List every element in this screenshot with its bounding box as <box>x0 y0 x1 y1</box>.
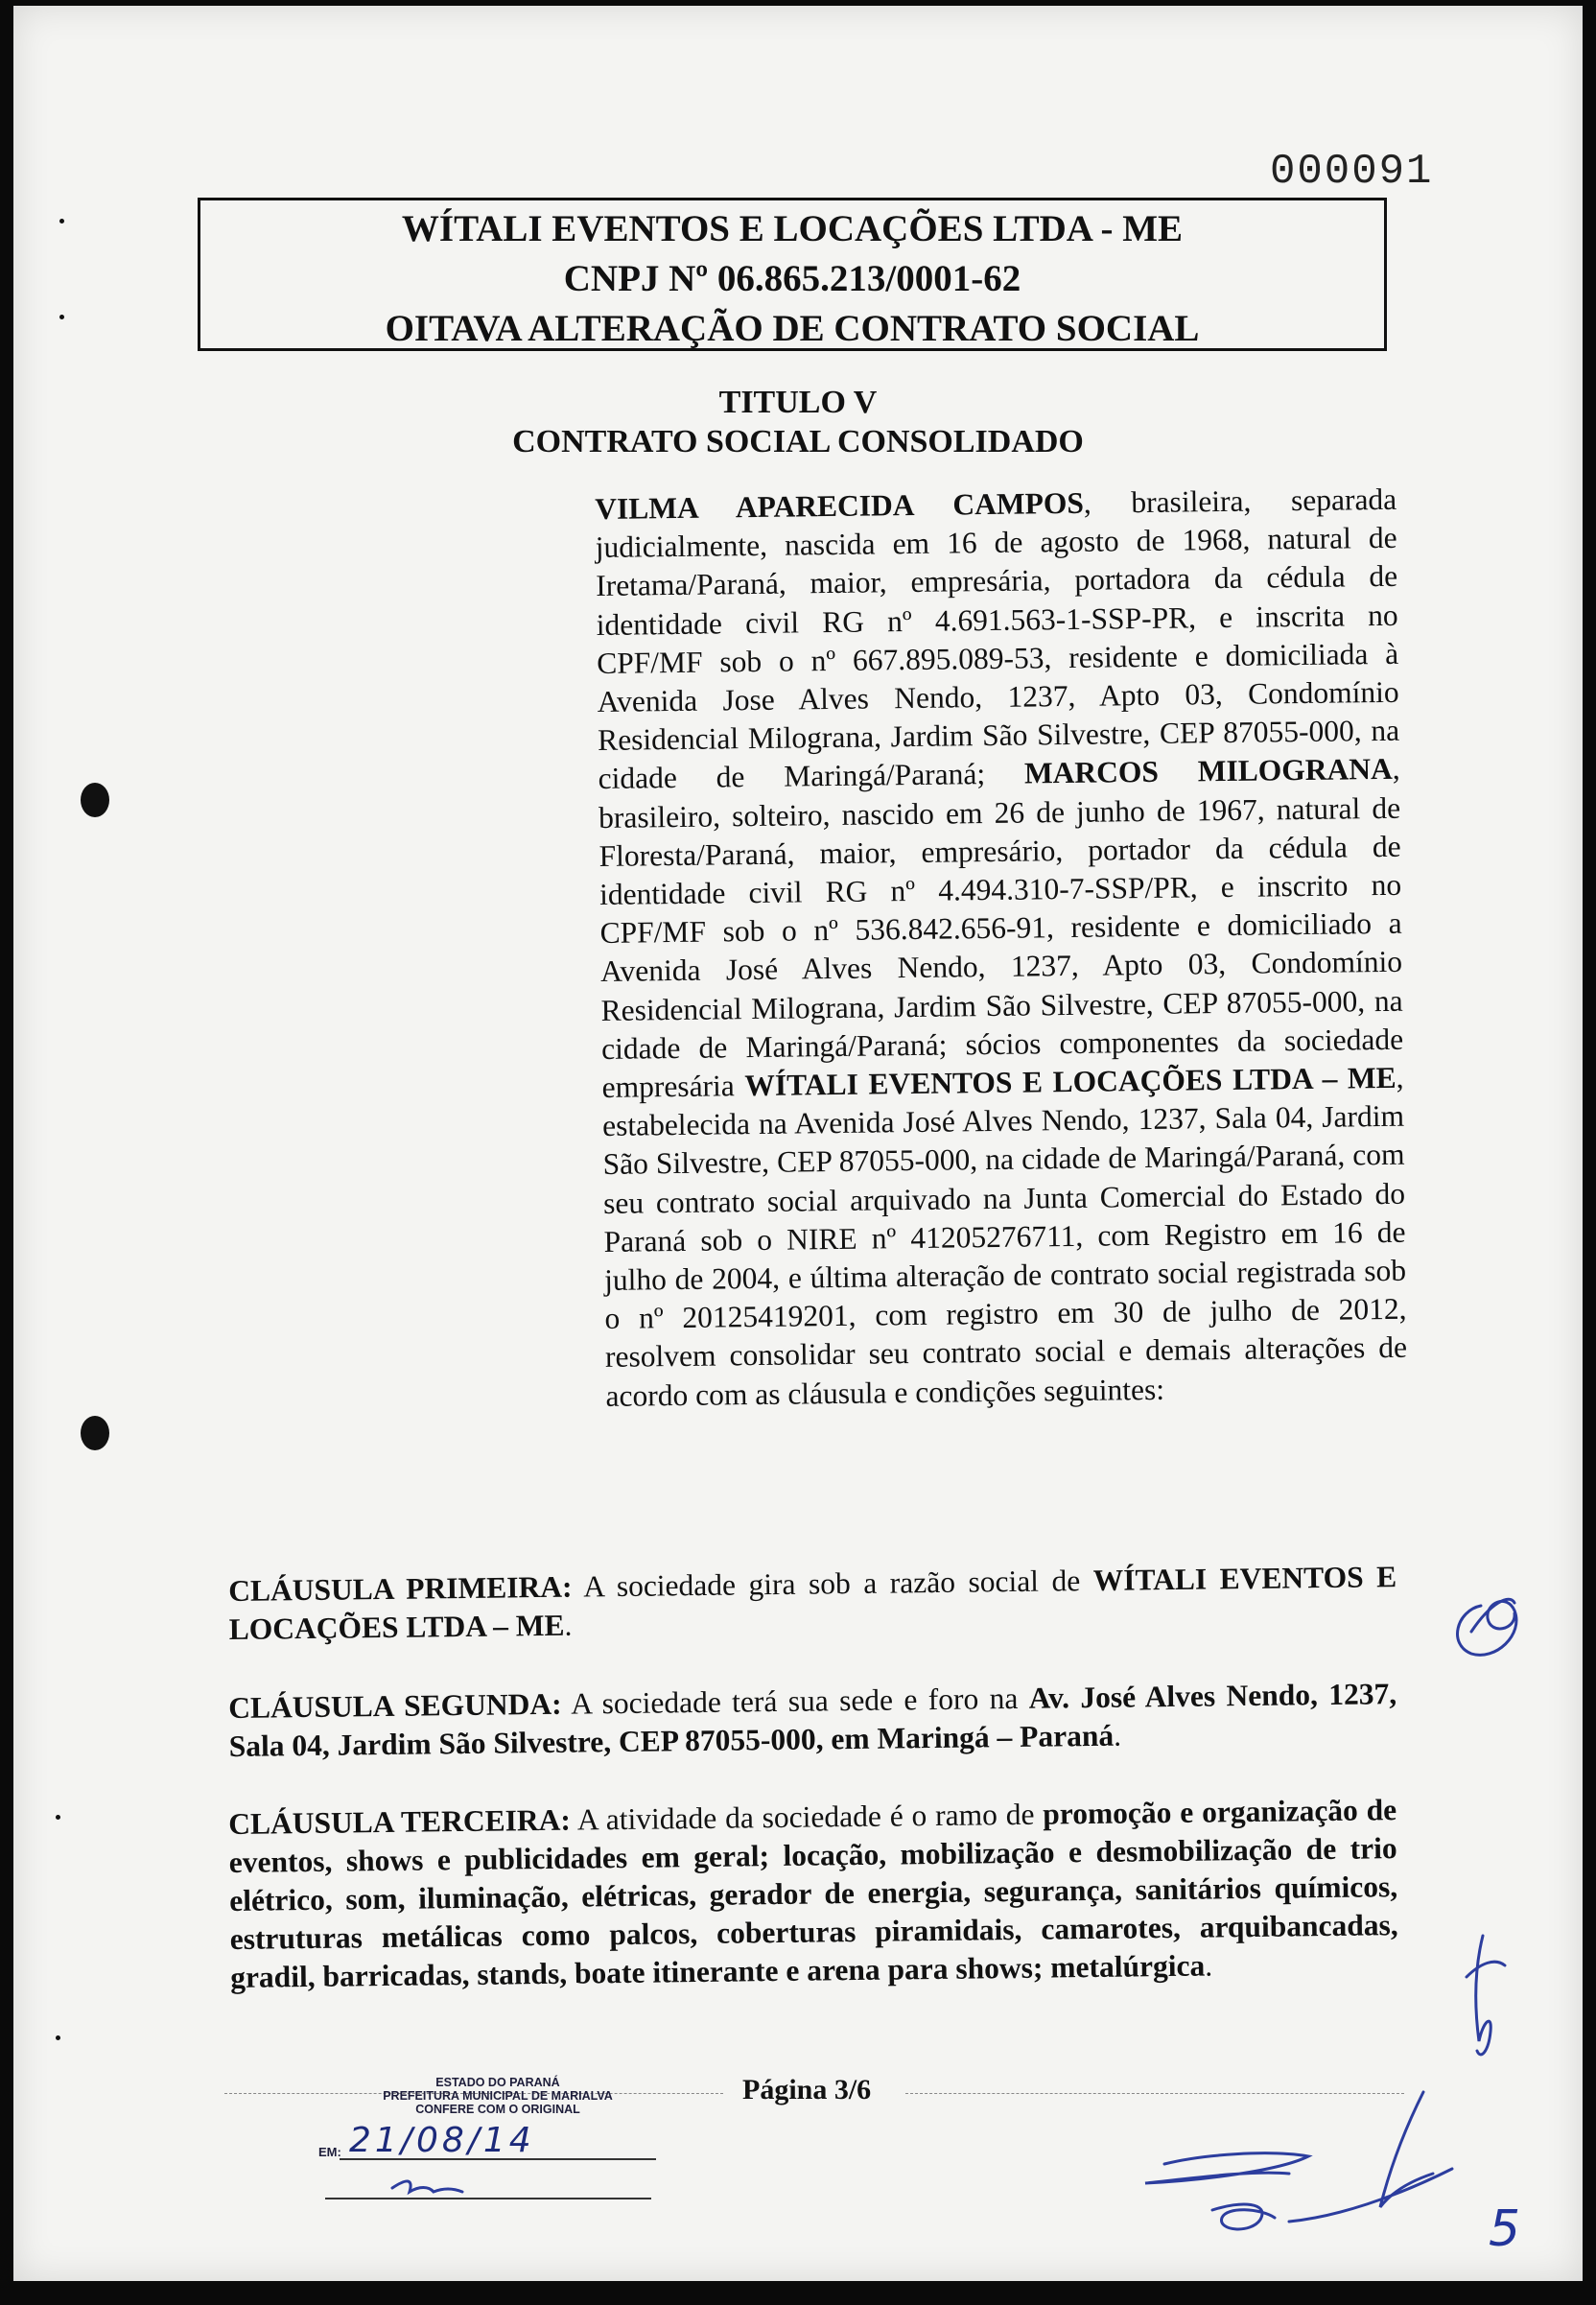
stamp-line-1: ESTADO DO PARANÁ <box>435 2076 560 2089</box>
signature-mark <box>1212 2204 1275 2229</box>
clause-tail: . <box>564 1608 573 1642</box>
initials-mark <box>1458 1601 1516 1655</box>
clause-bold-text: WÍTALI EVENTOS E LOCAÇÕES LTDA – ME <box>228 1560 1397 1646</box>
intro-company-name: WÍTALI EVENTOS E LOCAÇÕES LTDA – ME <box>744 1060 1396 1103</box>
stamp-line-2: PREFEITURA MUNICIPAL DE MARIALVA <box>383 2089 613 2103</box>
handwriting-layer <box>13 6 1583 2281</box>
clause-text: A atividade da sociedade é o ramo de <box>570 1797 1044 1837</box>
company-details: , estabelecida na Avenida José Alves Nendo, 1237, Sala 04, Jardim São Silvestre, CEP 87055-000, na cidade de Maringá/Paraná, com seu contrato social arquivado na Junta Comercial do Estado do Paraná sob o NIRE nº 41205276711, com Registro em 16 de julho de 2004, e última alteração de contrato social registrada sob o nº 20125419201, com registro em 30 de julho de 2012, resolvem consolidar seu contrato social e demais alterações de acordo com as cláusula e condições seguintes: <box>601 1060 1408 1413</box>
rubric-mark <box>1476 1936 1491 2055</box>
cnpj-line: CNPJ Nº 06.865.213/0001-62 <box>563 258 1021 299</box>
clause-text: A sociedade gira sob a razão social de <box>572 1563 1093 1604</box>
clause-bold-text: Av. José Alves Nendo, 1237, Sala 04, Jardim São Silvestre, CEP 87055-000, em Maringá – Paraná <box>228 1677 1397 1763</box>
document-page <box>13 6 1583 2281</box>
clause-text: A sociedade terá sua sede e foro na <box>561 1681 1029 1721</box>
partner-name-1: VILMA APARECIDA CAMPOS <box>595 485 1085 526</box>
rubric-mark <box>1467 1962 1505 1977</box>
partner-name-2: MARCOS MILOGRANA <box>1023 752 1393 790</box>
handwritten-page-number: 5 <box>1489 2200 1521 2258</box>
signature-mark <box>392 2181 462 2192</box>
signature-mark <box>1145 2153 1308 2183</box>
partner-2-details: , brasileiro, solteiro, nascido em 26 de junho de 1967, natural de Floresta/Paraná, maior, empresário, portador da cédula de identidade civil RG nº 4.494.310-7-SSP/PR, e inscrito no CPF/MF sob o nº 536.842.656-91, residente e domiciliado a Avenida José Alves Nendo, 1237, Apto 03, Condomínio Residencial Milograna, Jardim São Silvestre, CEP 87055-000, na cidade de Maringá/Paraná; sócios componentes da sociedade empresária <box>598 752 1404 1104</box>
clause-label: CLÁUSULA TERCEIRA: <box>228 1802 572 1841</box>
company-name: WÍTALI EVENTOS E LOCAÇÕES LTDA - ME <box>401 208 1184 249</box>
document-subtitle: OITAVA ALTERAÇÃO DE CONTRATO SOCIAL <box>385 308 1200 349</box>
clause-tail: . <box>1205 1948 1213 1983</box>
page-sequence-number: 000091 <box>1270 148 1434 196</box>
page-label: Página 3/6 <box>742 2074 872 2105</box>
clause-label: CLÁUSULA PRIMEIRA: <box>228 1569 573 1608</box>
section-subtitle: CONTRATO SOCIAL CONSOLIDADO <box>512 424 1084 459</box>
stamp-line-3: CONFERE COM O ORIGINAL <box>415 2103 580 2116</box>
section-title: TITULO V <box>718 385 878 420</box>
stamp-date: 21/08/14 <box>349 2121 535 2160</box>
partner-1-details: , brasileira, separada judicialmente, nascida em 16 de agosto de 1968, natural de Iretama/Paraná, maior, empresária, portadora da cédula de identidade civil RG nº 4.691.563-1-SSP-PR, e inscrita no CPF/MF sob o nº 667.895.089-53, residente e domiciliada à Avenida Jose Alves Nendo, 1237, Apto 03, Condomínio Residencial Milograna, Jardim São Silvestre, CEP 87055-000, na cidade de Maringá/Paraná; <box>595 482 1400 796</box>
stamp-date-label: EM: <box>318 2145 341 2159</box>
clause-label: CLÁUSULA SEGUNDA: <box>228 1686 562 1725</box>
clause-bold-text: promoção e organização de eventos, shows e publicidades em geral; locação, mobilização e desmobilização de trio elétrico, som, iluminação, elétricas, gerador de energia, segurança, sanitários químicos, estruturas metálicas como palcos, coberturas piramidais, camarotes, arquibancadas, gradil, barricadas, stands, boate itinerante e arena para shows; metalúrgica <box>228 1793 1398 1994</box>
clause-tail: . <box>1113 1718 1122 1752</box>
